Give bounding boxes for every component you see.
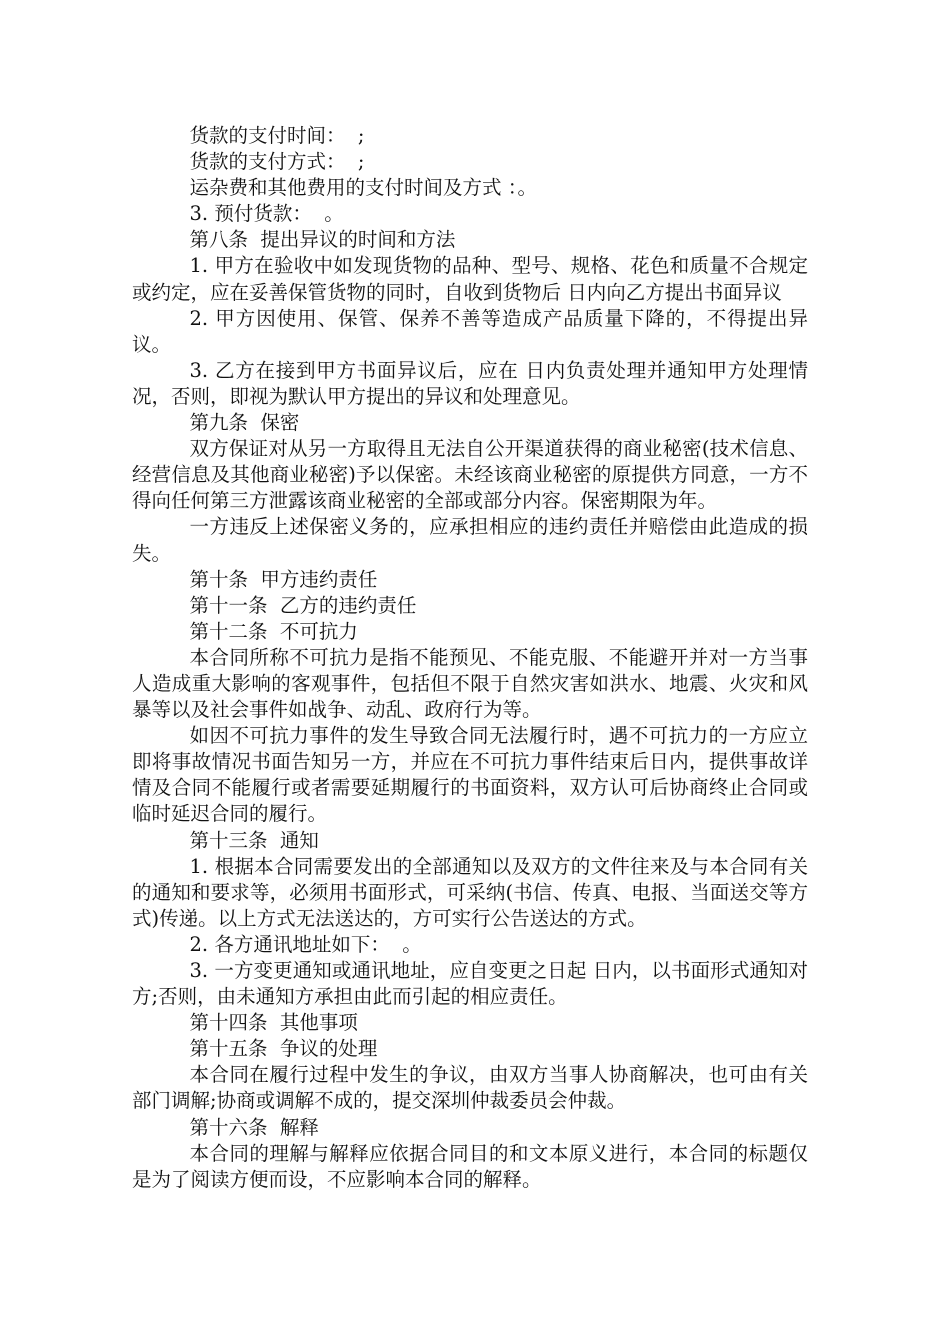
article-14-heading: 第十四条 其他事项 — [189, 1011, 358, 1035]
article-13-clause-1: 1. 根据本合同需要发出的全部通知以及双方的文件往来及与本合同有关的通知和要求等，必须用书面形式，可采纳(书信、传真、电报、当面送交等方式)传递。以上方式无法送达的，方可实行公告送达的方式。 — [132, 854, 808, 930]
article-15-heading: 第十五条 争议的处理 — [189, 1037, 378, 1061]
article-11-heading: 第十一条 乙方的违约责任 — [189, 593, 417, 617]
article-8-clause-3: 3. 乙方在接到甲方书面异议后，应在 日内负责处理并通知甲方处理情况，否则，即视为默认甲方提出的异议和处理意见。 — [132, 358, 808, 408]
payment-time-line: 货款的支付时间： ; — [189, 124, 365, 147]
article-9-paragraph-2: 一方违反上述保密义务的，应承担相应的违约责任并赔偿由此造成的损失。 — [132, 515, 808, 565]
article-12-paragraph-2: 如因不可抗力事件的发生导致合同无法履行时，遇不可抗力的一方应立即将事故情况书面告知另一方，并应在不可抗力事件结束后日内，提供事故详情及合同不能履行或者需要延期履行的书面资料，双方认可后协商终止合同或临时延迟合同的履行。 — [132, 724, 808, 826]
article-15-paragraph: 本合同在履行过程中发生的争议，由双方当事人协商解决，也可由有关部门调解;协商或调解不成的，提交深圳仲裁委员会仲裁。 — [132, 1063, 808, 1113]
article-16-heading: 第十六条 解释 — [189, 1115, 319, 1139]
article-13-clause-2: 2. 各方通讯地址如下： 。 — [189, 932, 422, 956]
article-16-paragraph: 本合同的理解与解释应依据合同目的和文本原义进行，本合同的标题仅是为了阅读方便而设，不应影响本合同的解释。 — [132, 1141, 808, 1191]
article-13-heading: 第十三条 通知 — [189, 828, 319, 852]
payment-method-line: 货款的支付方式： ; — [189, 150, 365, 174]
article-12-paragraph-1: 本合同所称不可抗力是指不能预见、不能克服、不能避开并对一方当事人造成重大影响的客观事件，包括但不限于自然灾害如洪水、地震、火灾和风暴等以及社会事件如战争、动乱、政府行为等。 — [132, 645, 808, 722]
article-13-clause-3: 3. 一方变更通知或通讯地址，应自变更之日起 日内，以书面形式通知对方;否则，由未通知方承担由此而引起的相应责任。 — [132, 959, 808, 1009]
freight-payment-line: 运杂费和其他费用的支付时间及方式 ：。 — [189, 176, 537, 200]
article-8-clause-2: 2. 甲方因使用、保管、保养不善等造成产品质量下降的，不得提出异议。 — [132, 306, 808, 356]
article-10-heading: 第十条 甲方违约责任 — [189, 567, 378, 591]
article-12-heading: 第十二条 不可抗力 — [189, 619, 358, 643]
article-8-clause-1: 1. 甲方在验收中如发现货物的品种、型号、规格、花色和质量不合规定或约定，应在妥善保管货物的同时，自收到货物后 日内向乙方提出书面异议 — [132, 254, 808, 304]
contract-text — [132, 123, 808, 1193]
article-9-heading: 第九条 保密 — [189, 411, 300, 435]
article-9-paragraph-1: 双方保证对从另一方取得且无法自公开渠道获得的商业秘密(技术信息、经营信息及其他商业秘密)予以保密。未经该商业秘密的原提供方同意，一方不得向任何第三方泄露该商业秘密的全部或部分内容。保密期限为年。 — [132, 437, 808, 513]
prepayment-line: 3. 预付货款： 。 — [189, 202, 344, 226]
article-8-heading: 第八条 提出异议的时间和方法 — [189, 228, 456, 252]
